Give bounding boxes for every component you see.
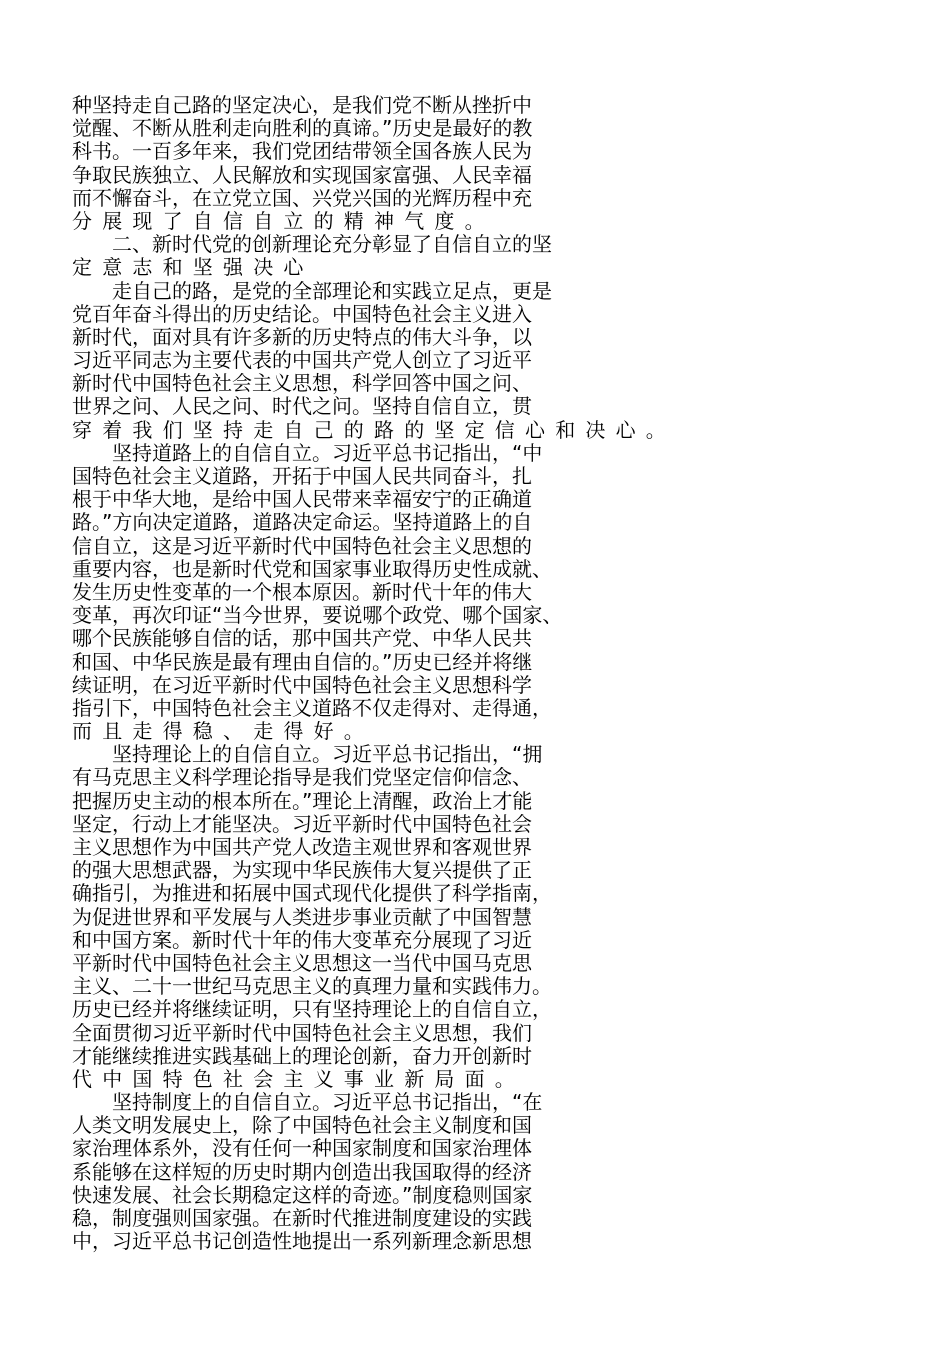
text-line: 科书。一百多年来，我们党团结带领全国各族人民为 [72, 139, 532, 164]
text-line: 主义思想作为中国共产党人改造主观世界和客观世界 [72, 835, 532, 859]
text-line: 哪个民族能够自信的话，那中国共产党、中华人民共 [72, 626, 532, 651]
text-line: 走自己的路，是党的全部理论和实践立足点，更是 [72, 278, 552, 303]
text-line: 重要内容，也是新时代党和国家事业取得历史性成就、 [72, 556, 552, 581]
text-line: 而且走得稳、走得好。 [72, 719, 374, 744]
text-line: 快速发展、社会长期稳定这样的奇迹。”制度稳则国家 [72, 1182, 533, 1207]
text-line: 争取民族独立、人民解放和实现国家富强、人民幸福 [72, 162, 532, 187]
text-line: 二、新时代党的创新理论充分彰显了自信自立的坚 [72, 232, 552, 257]
text-line: 坚持制度上的自信自立。习近平总书记指出，“在 [72, 1090, 543, 1115]
text-line: 续证明，在习近平新时代中国特色社会主义思想科学 [72, 672, 532, 697]
text-line: 人类文明发展史上，除了中国特色社会主义制度和国 [72, 1113, 532, 1138]
text-line: 定意志和坚强决心 [72, 255, 314, 280]
text-line: 系能够在这样短的历史时期内创造出我国取得的经济 [72, 1159, 532, 1184]
text-line: 代中国特色社会主义事业新局面。 [72, 1066, 525, 1091]
text-line: 指引下，中国特色社会主义道路不仅走得对、走得通， [72, 695, 552, 720]
text-line: 变革，再次印证“当今世界，要说哪个政党、哪个国家、 [72, 603, 563, 628]
text-line: 平新时代中国特色社会主义思想这一当代中国马克思 [72, 950, 532, 975]
text-line: 坚持理论上的自信自立。习近平总书记指出，“拥 [72, 742, 543, 767]
text-line: 国特色社会主义道路，开拓于中国人民共同奋斗，扎 [72, 464, 532, 488]
text-line: 才能继续推进实践基础上的理论创新，奋力开创新时 [72, 1043, 532, 1068]
text-line: 全面贯彻习近平新时代中国特色社会主义思想，我们 [72, 1020, 532, 1045]
text-line: 有马克思主义科学理论指导是我们党坚定信仰信念、 [72, 765, 532, 790]
text-line: 和中国方案。新时代十年的伟大变革充分展现了习近 [72, 927, 532, 952]
text-line: 种坚持走自己路的坚定决心，是我们党不断从挫折中 [72, 93, 532, 117]
text-line: 的强大思想武器，为实现中华民族伟大复兴提供了正 [72, 858, 532, 883]
text-line: 确指引，为推进和拓展中国式现代化提供了科学指南， [72, 881, 552, 906]
text-line: 世界之问、人民之问、时代之问。坚持自信自立，贯 [72, 394, 532, 419]
article-body [72, 94, 872, 1253]
text-line: 把握历史主动的根本所在。”理论上清醒，政治上才能 [72, 788, 533, 813]
text-line: 中，习近平总书记创造性地提出一系列新理念新思想 [72, 1229, 532, 1254]
text-line: 路。”方向决定道路，道路决定命运。坚持道路上的自 [72, 510, 533, 535]
text-line: 新时代，面对具有许多新的历史特点的伟大斗争，以 [72, 324, 532, 349]
text-line: 坚持道路上的自信自立。习近平总书记指出，“中 [72, 440, 543, 465]
text-line: 信自立，这是习近平新时代中国特色社会主义思想的 [72, 533, 532, 558]
text-line: 党百年奋斗得出的历史结论。中国特色社会主义进入 [72, 301, 532, 326]
text-line: 分展现了自信自立的精神气度。 [72, 208, 495, 233]
text-line: 家治理体系外，没有任何一种国家制度和国家治理体 [72, 1136, 532, 1161]
text-line: 发生历史性变革的一个根本原因。新时代十年的伟大 [72, 579, 532, 604]
text-line: 为促进世界和平发展与人类进步事业贡献了中国智慧 [72, 904, 532, 929]
text-line: 觉醒、不断从胜利走向胜利的真谛。”历史是最好的教 [72, 116, 533, 141]
text-line: 坚定，行动上才能坚决。习近平新时代中国特色社会 [72, 811, 532, 836]
text-line: 历史已经并将继续证明，只有坚持理论上的自信自立， [72, 997, 552, 1022]
text-line: 新时代中国特色社会主义思想，科学回答中国之问、 [72, 371, 532, 396]
text-line: 和国、中华民族是最有理由自信的。”历史已经并将继 [72, 649, 533, 674]
text-line: 而不懈奋斗，在立党立国、兴党兴国的光辉历程中充 [72, 185, 532, 210]
text-line: 主义、二十一世纪马克思主义的真理力量和实践伟力。 [72, 974, 552, 999]
text-line: 稳，制度强则国家强。在新时代推进制度建设的实践 [72, 1206, 532, 1230]
text-line: 根于中华大地，是给中国人民带来幸福安宁的正确道 [72, 487, 532, 512]
text-line: 穿着我们坚持走自己的路的坚定信心和决心。 [72, 417, 676, 442]
text-line: 习近平同志为主要代表的中国共产党人创立了习近平 [72, 348, 532, 373]
